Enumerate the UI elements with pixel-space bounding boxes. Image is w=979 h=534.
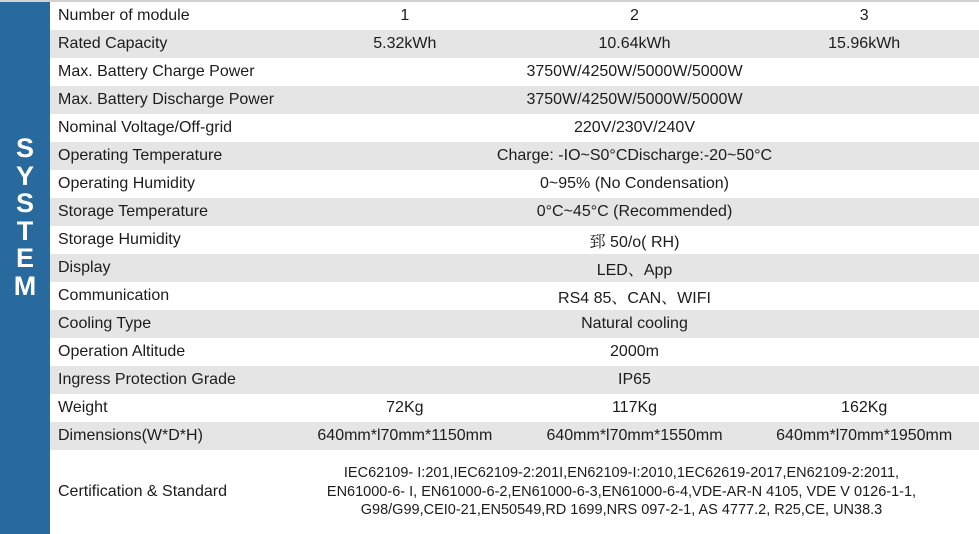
table-row-display (50, 254, 979, 282)
row-value-merged: 220V/230V/240V (574, 119, 695, 136)
table-row-weight (50, 394, 979, 422)
system-vertical-label (0, 135, 50, 300)
row-value-merged: 0°C~45°C (Recommended) (536, 203, 733, 220)
table-row-operation-altitude (50, 338, 979, 366)
certification-line-1: IEC62109- I:201,IEC62109-2:201I,EN62109-I:2010,1EC62619-2017,EN62109-2:2011, (343, 465, 900, 482)
row-value-col3: 162Kg (841, 399, 888, 416)
row-value-merged: Natural cooling (581, 315, 688, 332)
row-label: Rated Capacity (58, 35, 168, 52)
row-label: Ingress Protection Grade (58, 371, 236, 388)
row-value-col3: 3 (859, 7, 869, 24)
row-label: Max. Battery Discharge Power (58, 91, 275, 108)
row-value-col3: 640mm*l70mm*1950mm (776, 427, 953, 444)
row-value-col1: 640mm*l70mm*1150mm (317, 427, 493, 444)
certification-line-3: G98/G99,CEI0-21,EN50549,RD 1699,NRS 097-2-1, AS 4777.2, R25,CE, UN38.3 (360, 502, 883, 519)
certification-text (290, 464, 979, 520)
row-label: Cooling Type (58, 315, 152, 332)
row-label: Display (58, 259, 111, 276)
row-label: Number of module (58, 7, 190, 24)
table-row-dimensions (50, 422, 979, 450)
row-value-merged: LED、App (596, 261, 673, 279)
row-value-col1: 1 (400, 7, 410, 24)
table-row-number-of-module (50, 2, 979, 30)
row-label: Communication (58, 287, 170, 304)
row-label: Max. Battery Charge Power (58, 63, 255, 80)
table-row-certification (50, 450, 979, 534)
table-row-cooling-type (50, 310, 979, 338)
row-value-col2: 10.64kWh (598, 35, 671, 52)
table-row-max-charge-power (50, 58, 979, 86)
row-label: Dimensions(W*D*H) (58, 427, 203, 444)
row-label: Nominal Voltage/Off-grid (58, 119, 233, 136)
table-row-nominal-voltage (50, 114, 979, 142)
row-value-merged: Charge: -IO~S0°CDischarge:-20~50°C (496, 147, 773, 164)
row-label: Operation Altitude (58, 343, 186, 360)
row-value-merged: 郅 50/o( RH) (589, 233, 680, 251)
row-label: Operating Temperature (58, 147, 223, 164)
system-letter: Y (15, 160, 34, 191)
system-letter: T (16, 215, 34, 246)
row-label: Certification & Standard (58, 483, 227, 500)
row-label: Storage Humidity (58, 231, 181, 248)
table-row-ingress-protection (50, 366, 979, 394)
row-value-merged: 0~95% (No Condensation) (539, 175, 729, 192)
table-row-storage-temperature (50, 198, 979, 226)
row-value-merged: IP65 (618, 371, 651, 388)
row-value-merged: 2000m (610, 343, 659, 360)
spec-table (50, 2, 979, 534)
row-value-col2: 117Kg (611, 399, 658, 416)
table-row-communication (50, 282, 979, 310)
table-row-operating-humidity (50, 170, 979, 198)
system-letter: M (13, 270, 37, 301)
row-value-merged: 3750W/4250W/5000W/5000W (526, 63, 743, 80)
certification-line-2: EN61000-6- I, EN61000-6-2,EN61000-6-3,EN61000-6-4,VDE-AR-N 4105, VDE V 0126-1-1, (326, 483, 917, 500)
table-row-rated-capacity (50, 30, 979, 58)
row-value-col1: 5.32kWh (373, 35, 437, 52)
system-section-band (0, 2, 50, 534)
row-value-merged: 3750W/4250W/5000W/5000W (526, 91, 743, 108)
system-letter: S (15, 188, 34, 218)
row-label: Operating Humidity (58, 175, 195, 192)
row-value-col1: 72Kg (386, 399, 424, 416)
row-value-merged: RS4 85、CAN、WIFI (558, 289, 711, 307)
system-letter: S (15, 133, 34, 163)
row-label: Storage Temperature (58, 203, 209, 220)
table-row-storage-humidity (50, 226, 979, 254)
row-label: Weight (58, 399, 108, 416)
system-letter: E (15, 243, 34, 273)
table-row-max-discharge-power (50, 86, 979, 114)
row-value-col3: 15.96kWh (828, 35, 901, 52)
row-value-col2: 640mm*l70mm*1550mm (546, 427, 723, 444)
row-value-col2: 2 (630, 7, 639, 24)
table-row-operating-temperature (50, 142, 979, 170)
